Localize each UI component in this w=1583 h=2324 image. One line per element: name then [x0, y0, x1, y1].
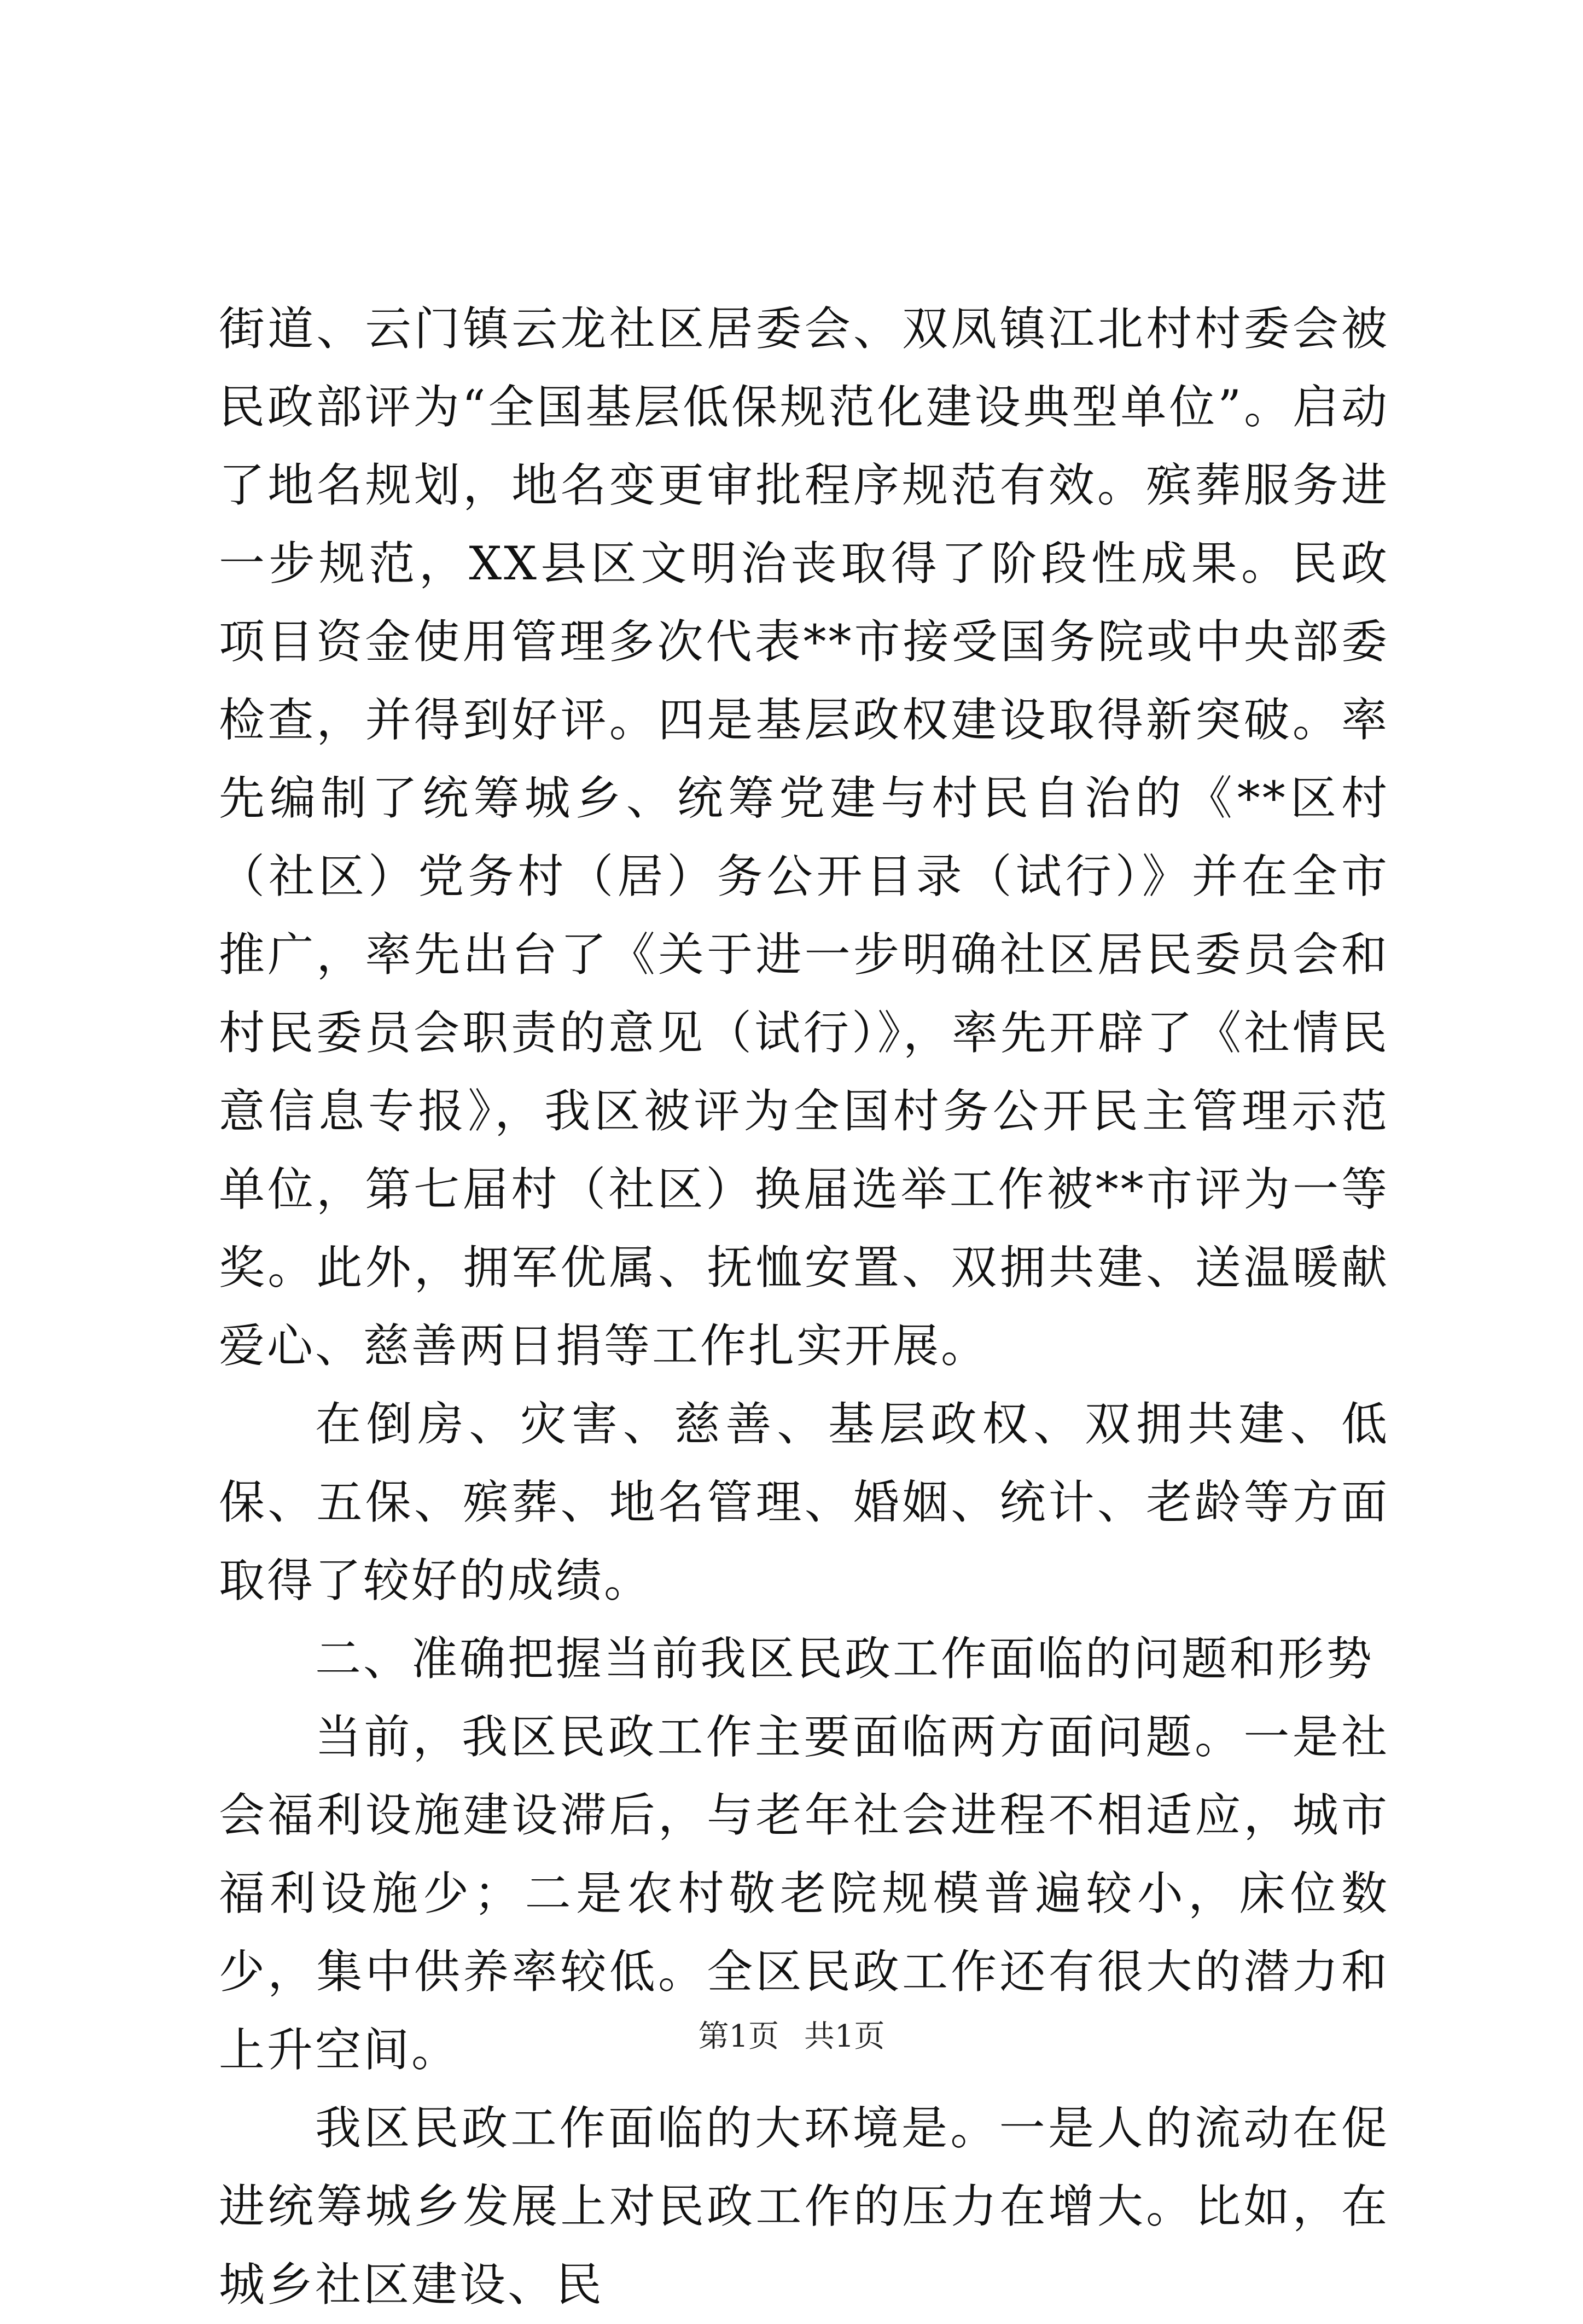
- page-number: 第1页: [698, 2019, 779, 2054]
- page-footer: [0, 2018, 1583, 2056]
- paragraph-4: 我区民政工作面临的大环境是。一是人的流动在促进统筹城乡发展上对民政工作的压力在增大。比如，在城乡社区建设、民: [219, 2101, 1389, 2311]
- paragraph-3: 当前，我区民政工作主要面临两方面问题。一是社会福利设施建设滞后，与老年社会进程不相适应，城市福利设施少；二是农村敬老院规模普遍较小，床位数少，集中供养率较低。全区民政工作还有很大的潜力和上升空间。: [219, 1710, 1389, 2077]
- paragraph-2: 在倒房、灾害、慈善、基层政权、双拥共建、低保、五保、殡葬、地名管理、婚姻、统计、老龄等方面取得了较好的成绩。: [219, 1397, 1389, 1607]
- paragraph-1: 街道、云门镇云龙社区居委会、双凤镇江北村村委会被民政部评为“全国基层低保规范化建设典型单位”。启动了地名规划，地名变更审批程序规范有效。殡葬服务进一步规范，XX县区文明治丧取得了阶段性成果。民政项目资金使用管理多次代表**市接受国务院或中央部委检查，并得到好评。四是基层政权建设取得新突破。率先编制了统筹城乡、统筹党建与村民自治的《**区村（社区）党务村（居）务公开目录（试行）》并在全市推广，率先出台了《关于进一步明确社区居民委员会和村民委员会职责的意见（试行）》，率先开辟了《社情民意信息专报》，我区被评为全国村务公开民主管理示范单位，第七届村（社区）换届选举工作被**市评为一等奖。此外，拥军优属、抚恤安置、双拥共建、送温暖献爱心、慈善两日捐等工作扎实开展。: [219, 302, 1389, 1373]
- section-heading: 二、准确把握当前我区民政工作面临的问题和形势: [315, 1632, 1375, 1686]
- page-total: 共1页: [804, 2019, 885, 2054]
